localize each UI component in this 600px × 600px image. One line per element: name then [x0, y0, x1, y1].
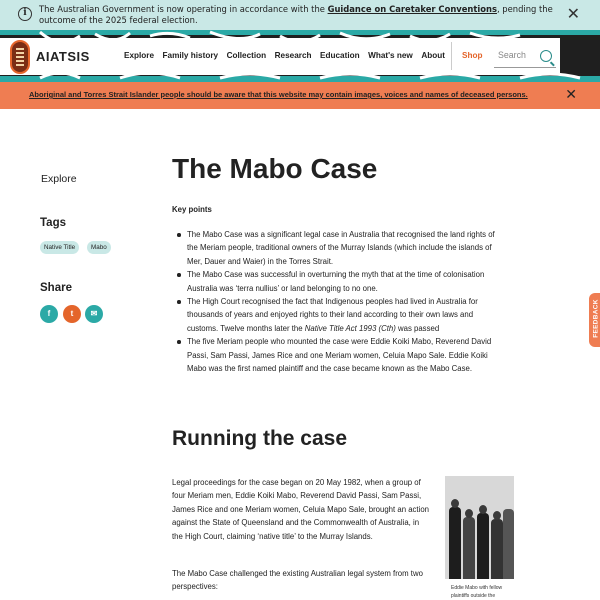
search-icon[interactable] [540, 50, 552, 62]
sidebar-explore-link[interactable]: Explore [41, 173, 77, 185]
bullet-3-end: was passed [395, 323, 440, 333]
photo-figure [503, 509, 514, 579]
photo-figure [491, 519, 503, 579]
photo-caption: Eddie Mabo with fellow plaintiffs outside the [451, 585, 503, 599]
caretaker-text-before: The Australian Government is now operating in accordance with the [39, 4, 328, 14]
main-nav [124, 51, 453, 60]
info-icon: i [18, 7, 32, 21]
feedback-label: FEEDBACK [592, 299, 600, 338]
aiatsis-logo-icon[interactable] [10, 40, 30, 74]
nav-education[interactable]: Education [320, 51, 360, 60]
tag-native-title[interactable]: Native Title [40, 241, 79, 254]
logo-text[interactable]: AIATSIS [36, 49, 90, 64]
photo-figure [463, 517, 475, 579]
caretaker-banner [0, 0, 600, 30]
search-input[interactable] [494, 46, 556, 68]
section-heading: Running the case [172, 427, 348, 450]
photo-figure-head [493, 511, 501, 520]
tag-mabo[interactable]: Mabo [87, 241, 111, 254]
photo-figure-head [451, 499, 459, 508]
nav-research[interactable]: Research [274, 51, 312, 60]
photo-figure-head [479, 505, 487, 514]
list-item [176, 295, 498, 335]
photo-figure [477, 513, 489, 579]
nav-divider [451, 42, 452, 70]
twitter-share-icon[interactable]: t [63, 305, 81, 323]
native-title-act: Native Title Act 1993 (Cth) [304, 323, 396, 333]
key-points-label: Key points [172, 205, 212, 214]
key-points-list [176, 228, 498, 375]
photo-figure-head [465, 509, 473, 518]
facebook-share-icon[interactable]: f [40, 305, 58, 323]
nav-family-history[interactable]: Family history [162, 51, 219, 60]
site-header [0, 30, 600, 82]
close-icon[interactable]: ✕ [566, 4, 580, 23]
header-bar [0, 38, 560, 75]
photo-figure [449, 507, 461, 579]
share-heading: Share [40, 282, 72, 294]
shop-link[interactable]: Shop [462, 51, 483, 60]
feedback-tab[interactable] [589, 293, 600, 347]
paragraph: Legal proceedings for the case began on 20 May 1982, when a group of four Meriam men, Eddie Koiki Mabo, Reverend David Passi, Sam Passi, James Rice and one Meriam women, Celuia Mapo Sale, brought an action against the State of Queensland and the Commonwealth of Australia, in the High Court, claiming ‘native title’ to the Murray Islands. [172, 478, 430, 541]
search-placeholder: Search [498, 50, 526, 60]
mabo-photo[interactable] [445, 476, 514, 579]
caretaker-text [39, 4, 559, 26]
nav-collection[interactable]: Collection [226, 51, 267, 60]
list-item: The five Meriam people who mounted the case were Eddie Koiki Mabo, Reverend David Passi, Sam Passi, James Rice and one Meriam women, Celuia Mapo Sale. Eddie Koiki Mabo was the first named plaintiff and the case became known as the Mabo Case. [176, 335, 498, 375]
list-item: The Mabo Case was a significant legal case in Australia that recognised the land rights of the Meriam people, traditional owners of the Murray Islands (which include the islands of Mer, Dauer and Waier) in the Torres Strait. [176, 228, 498, 268]
list-item: The Mabo Case was successful in overturning the myth that at the time of colonisation Australia was ‘terra nullius’ or land belonging to no one. [176, 268, 498, 295]
email-share-icon[interactable]: ✉ [85, 305, 103, 323]
caretaker-link[interactable]: Guidance on Caretaker Conventions [327, 4, 497, 14]
nav-explore[interactable]: Explore [124, 51, 155, 60]
bullet-3-text: The High Court recognised the fact that Indigenous peoples had lived in Australia for thousands of years and enjoyed rights to their land according to their own laws and customs. Twelve months later the [187, 297, 478, 333]
close-icon[interactable]: ✕ [565, 87, 577, 103]
nav-about[interactable]: About [421, 51, 445, 60]
warning-text: Aboriginal and Torres Strait Islander people should be aware that this website may contain images, voices and names of deceased persons. [29, 90, 528, 99]
caretaker-text-after: , pending the outcome of the 2025 federal election. [39, 4, 553, 25]
paragraph: The Mabo Case challenged the existing Australian legal system from two perspectives: [172, 569, 423, 592]
nav-whats-new[interactable]: What's new [368, 51, 413, 60]
tags-heading: Tags [40, 217, 66, 229]
page-title: The Mabo Case [172, 153, 378, 184]
deceased-warning-banner [0, 82, 600, 109]
